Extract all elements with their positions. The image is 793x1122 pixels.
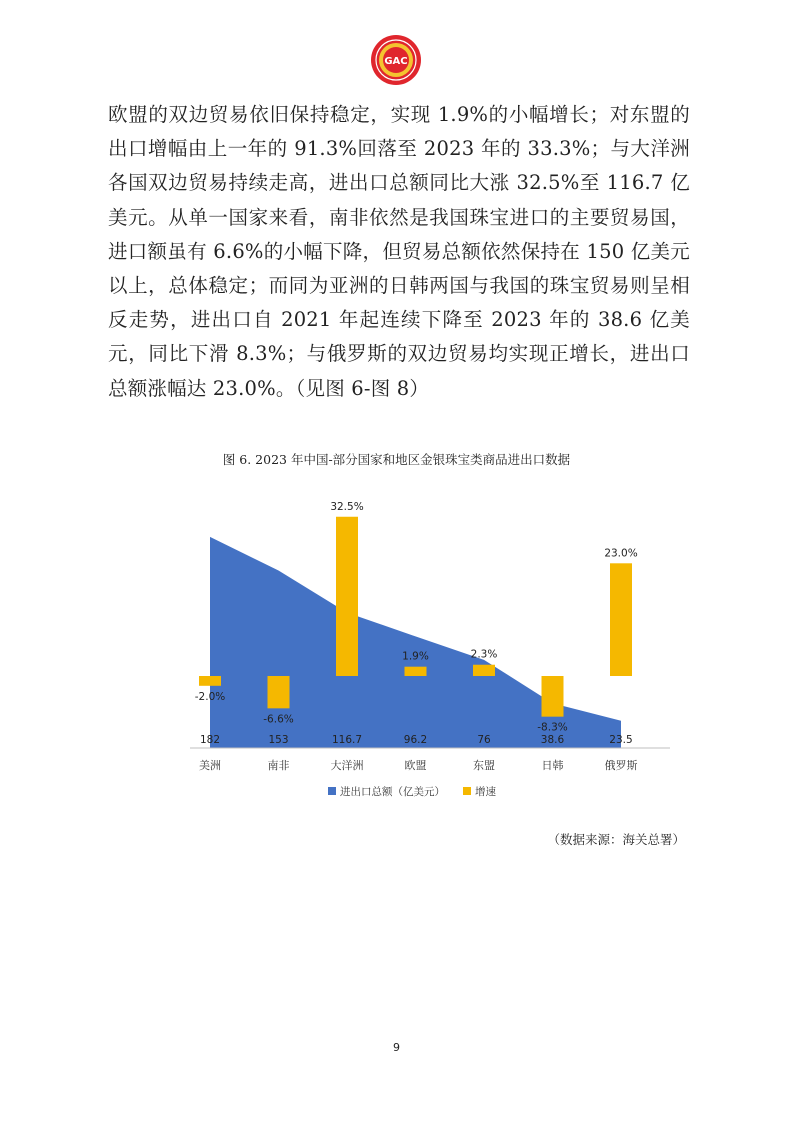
trade-chart: [180, 480, 680, 800]
legend-swatch-growth: [463, 787, 471, 795]
page-number: 9: [393, 1041, 400, 1054]
growth-bar: [542, 676, 564, 717]
category-tick-label: 欧盟: [404, 759, 427, 772]
growth-label: 32.5%: [330, 500, 364, 513]
growth-bar: [199, 676, 221, 686]
growth-label: 23.0%: [604, 547, 638, 560]
total-label: 153: [268, 734, 289, 746]
category-tick-label: 东盟: [473, 759, 495, 772]
total-label: 76: [477, 734, 491, 746]
body-paragraph: 欧盟的双边贸易依旧保持稳定，实现 1.9%的小幅增长；对东盟的出口增幅由上一年的 91.3%回落至 2023 年的 33.3%；与大洋洲各国双边贸易持续走高，进出口总额同比大涨 32.5%至 116.7 亿美元。从单一国家来看，南非依然是我国珠宝进口的主要贸易国，进口额虽有 6.6%的小幅下降，但贸易总额依然保持在 150 亿美元以上，总体稳定；而同为亚洲的日韩两国与我国的珠宝贸易则呈相反走势，进出口自 2021 年起连续下降至 2023 年的 38.6 亿美元，同比下滑 8.3%；与俄罗斯的双边贸易均实现正增长，进出口总额涨幅达 23.0%。（见图 6-图 8）: [108, 103, 690, 400]
growth-bar: [268, 676, 290, 708]
growth-bar: [473, 665, 495, 676]
growth-label: -6.6%: [263, 713, 294, 726]
growth-label: -8.3%: [537, 721, 568, 734]
legend-label-growth: 增速: [475, 786, 496, 798]
growth-bar: [405, 667, 427, 676]
total-label: 38.6: [540, 734, 565, 746]
total-label: 182: [199, 734, 221, 746]
logo-text: GAC: [384, 56, 408, 67]
category-tick-label: 南非: [267, 759, 290, 772]
figure-caption: 图 6. 2023 年中国-部分国家和地区金银珠宝类商品进出口数据: [222, 452, 571, 467]
growth-label: -2.0%: [194, 690, 226, 703]
growth-label: 2.3%: [470, 648, 498, 661]
growth-label: 1.9%: [402, 650, 429, 663]
growth-bar: [610, 563, 632, 676]
category-tick-label: 美洲: [199, 759, 221, 772]
legend-label-total: 进出口总额（亿美元）: [340, 786, 445, 798]
sunflower-logo-icon: [370, 34, 422, 86]
legend-swatch-total: [328, 787, 336, 795]
category-tick-label: 日韩: [541, 759, 564, 772]
category-tick-label: 大洋洲: [330, 759, 364, 772]
total-label: 116.7: [331, 734, 363, 746]
total-label: 96.2: [403, 734, 428, 746]
growth-bar: [336, 517, 358, 676]
source-note: （数据来源：海关总署）: [547, 832, 685, 847]
category-tick-label: 俄罗斯: [604, 759, 638, 772]
total-label: 23.5: [609, 734, 633, 746]
